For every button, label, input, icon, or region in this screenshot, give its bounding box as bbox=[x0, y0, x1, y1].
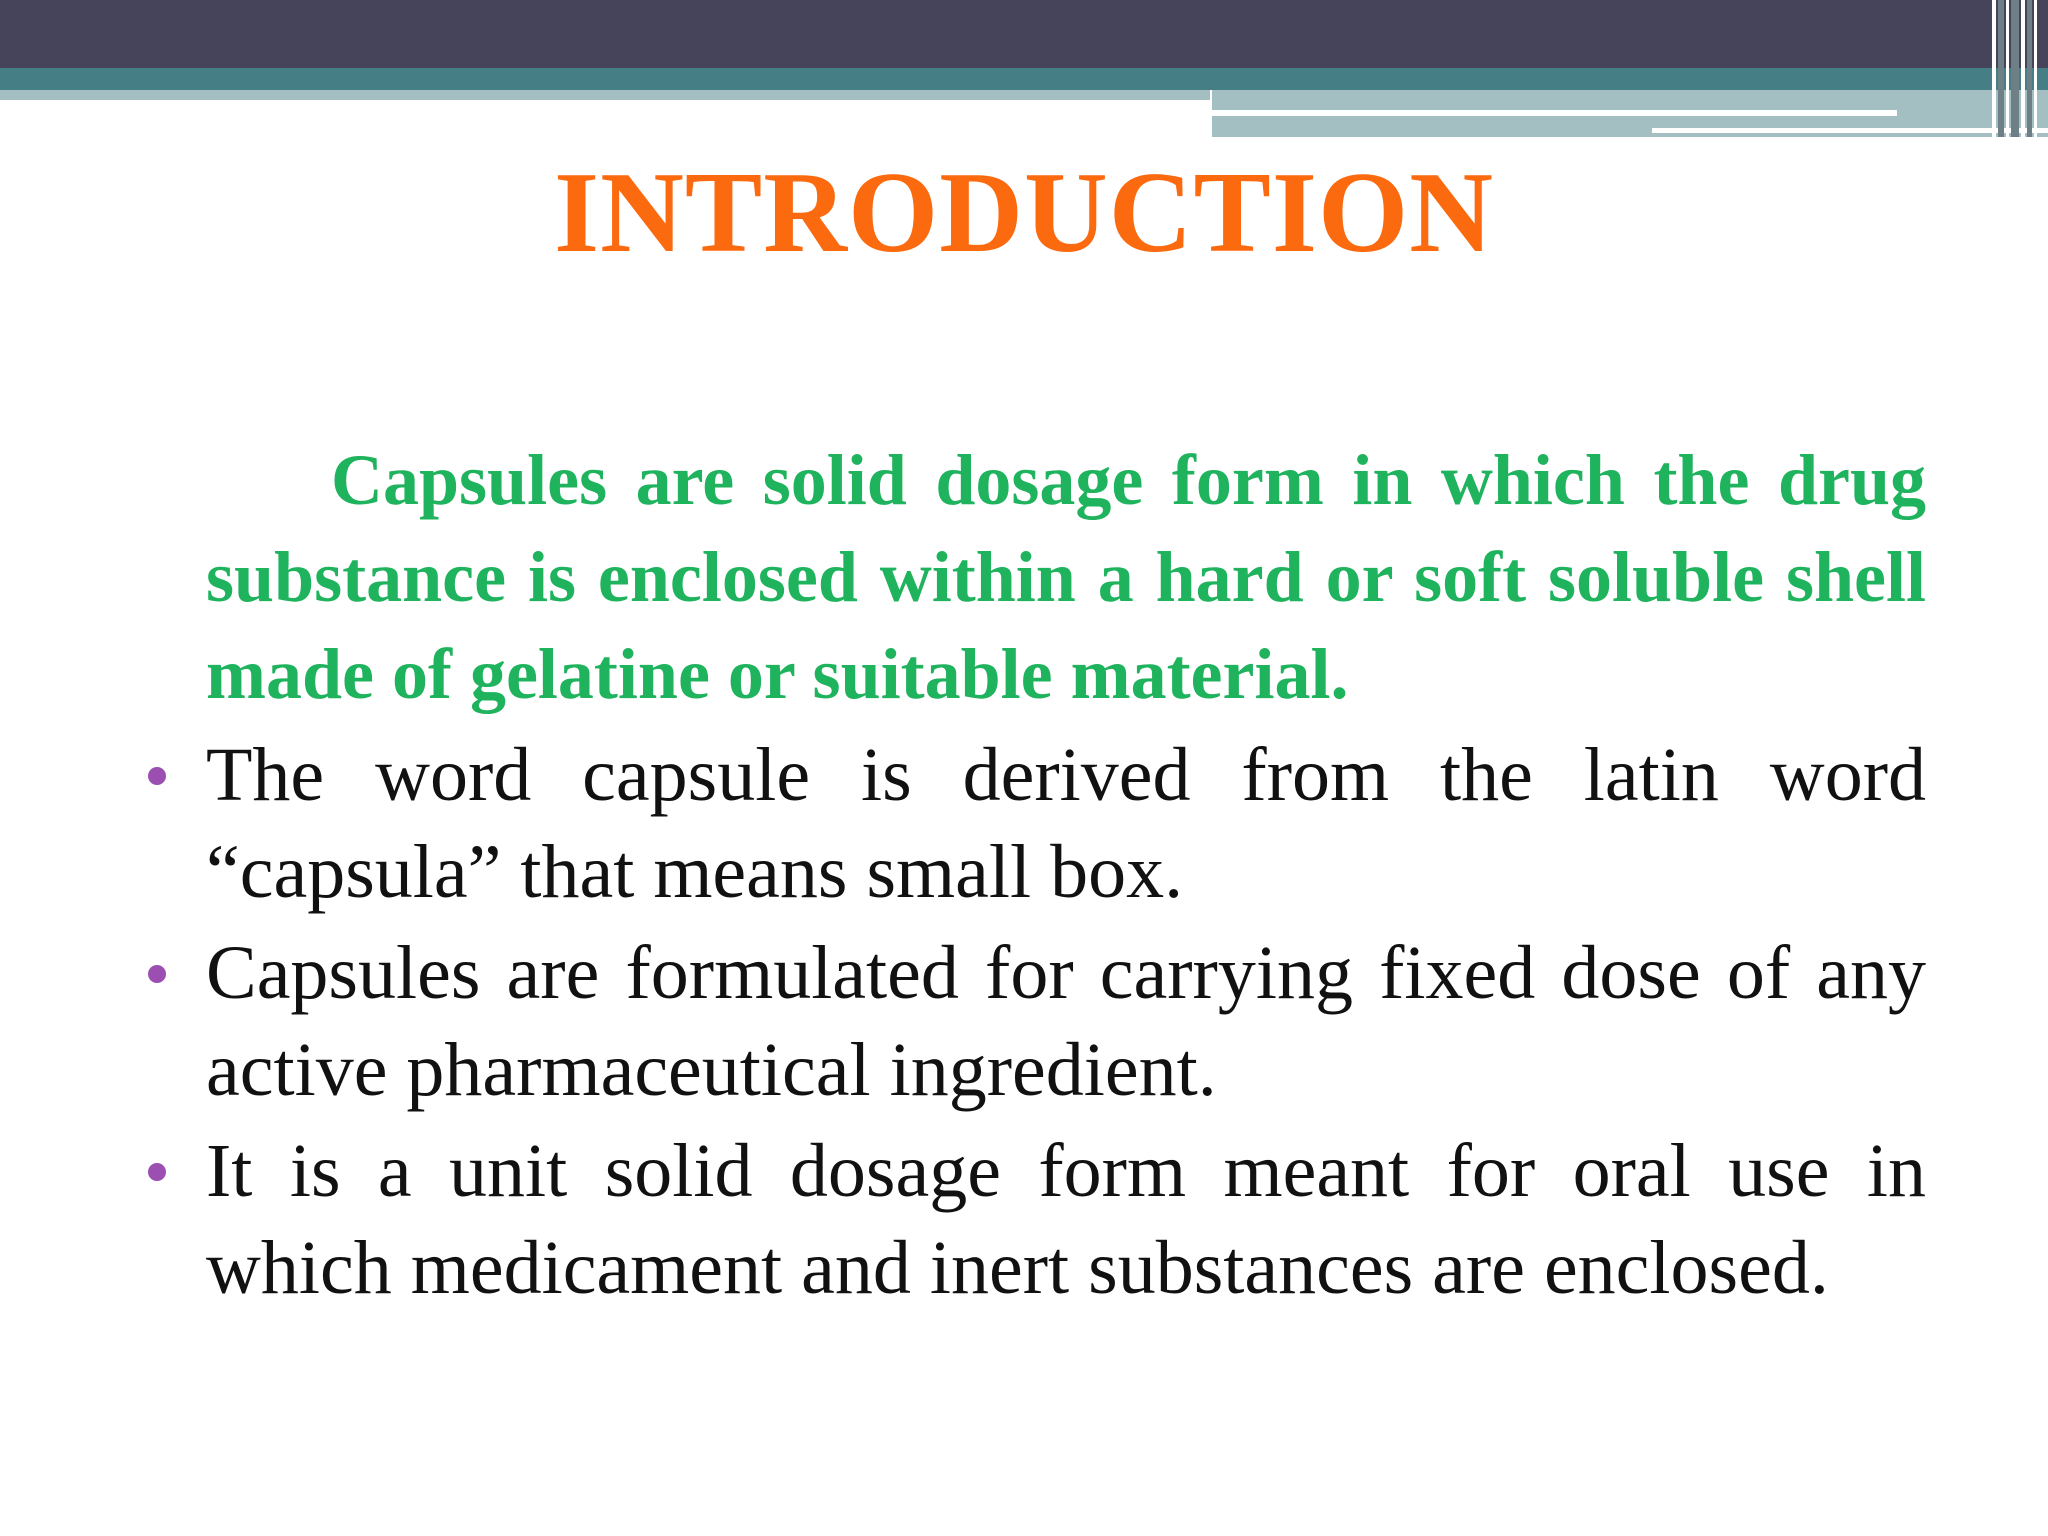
header-stripe bbox=[2011, 0, 2019, 137]
header-band-dark bbox=[0, 0, 2048, 68]
header-band-teal bbox=[0, 68, 2048, 90]
bullet-list bbox=[206, 727, 1926, 1317]
bullet-dot-icon bbox=[148, 965, 166, 983]
header-stripe bbox=[2034, 0, 2037, 137]
list-item-text: Capsules are formulated for carrying fixed dose of any active pharmaceutical ingredient. bbox=[206, 931, 1926, 1112]
header-stripe bbox=[2021, 0, 2025, 137]
list-item bbox=[206, 727, 1926, 921]
header-stripe bbox=[1992, 0, 1996, 137]
list-item bbox=[206, 1123, 1926, 1317]
header-stripe bbox=[1998, 0, 2004, 137]
definition-paragraph: Capsules are solid dosage form in which the drug substance is enclosed within a hard or soft soluble shell made of gelatine or suitable material. bbox=[206, 440, 1926, 714]
bullet-dot-icon bbox=[148, 1163, 166, 1181]
header-divider-line bbox=[1212, 110, 1897, 116]
header-stripe bbox=[2027, 0, 2032, 137]
header-stripe bbox=[2006, 0, 2009, 137]
list-item bbox=[206, 925, 1926, 1119]
list-item-text: It is a unit solid dosage form meant for oral use in which medicament and inert substances are enclosed. bbox=[206, 1129, 1926, 1310]
header-band-light-left bbox=[0, 90, 1210, 100]
slide-title: INTRODUCTION bbox=[553, 149, 1495, 277]
header-divider-line-short bbox=[1652, 128, 2048, 133]
bullet-dot-icon bbox=[148, 767, 166, 785]
list-item-text: The word capsule is derived from the latin word “capsula” that means small box. bbox=[206, 733, 1926, 914]
slide-content bbox=[206, 432, 1926, 1317]
